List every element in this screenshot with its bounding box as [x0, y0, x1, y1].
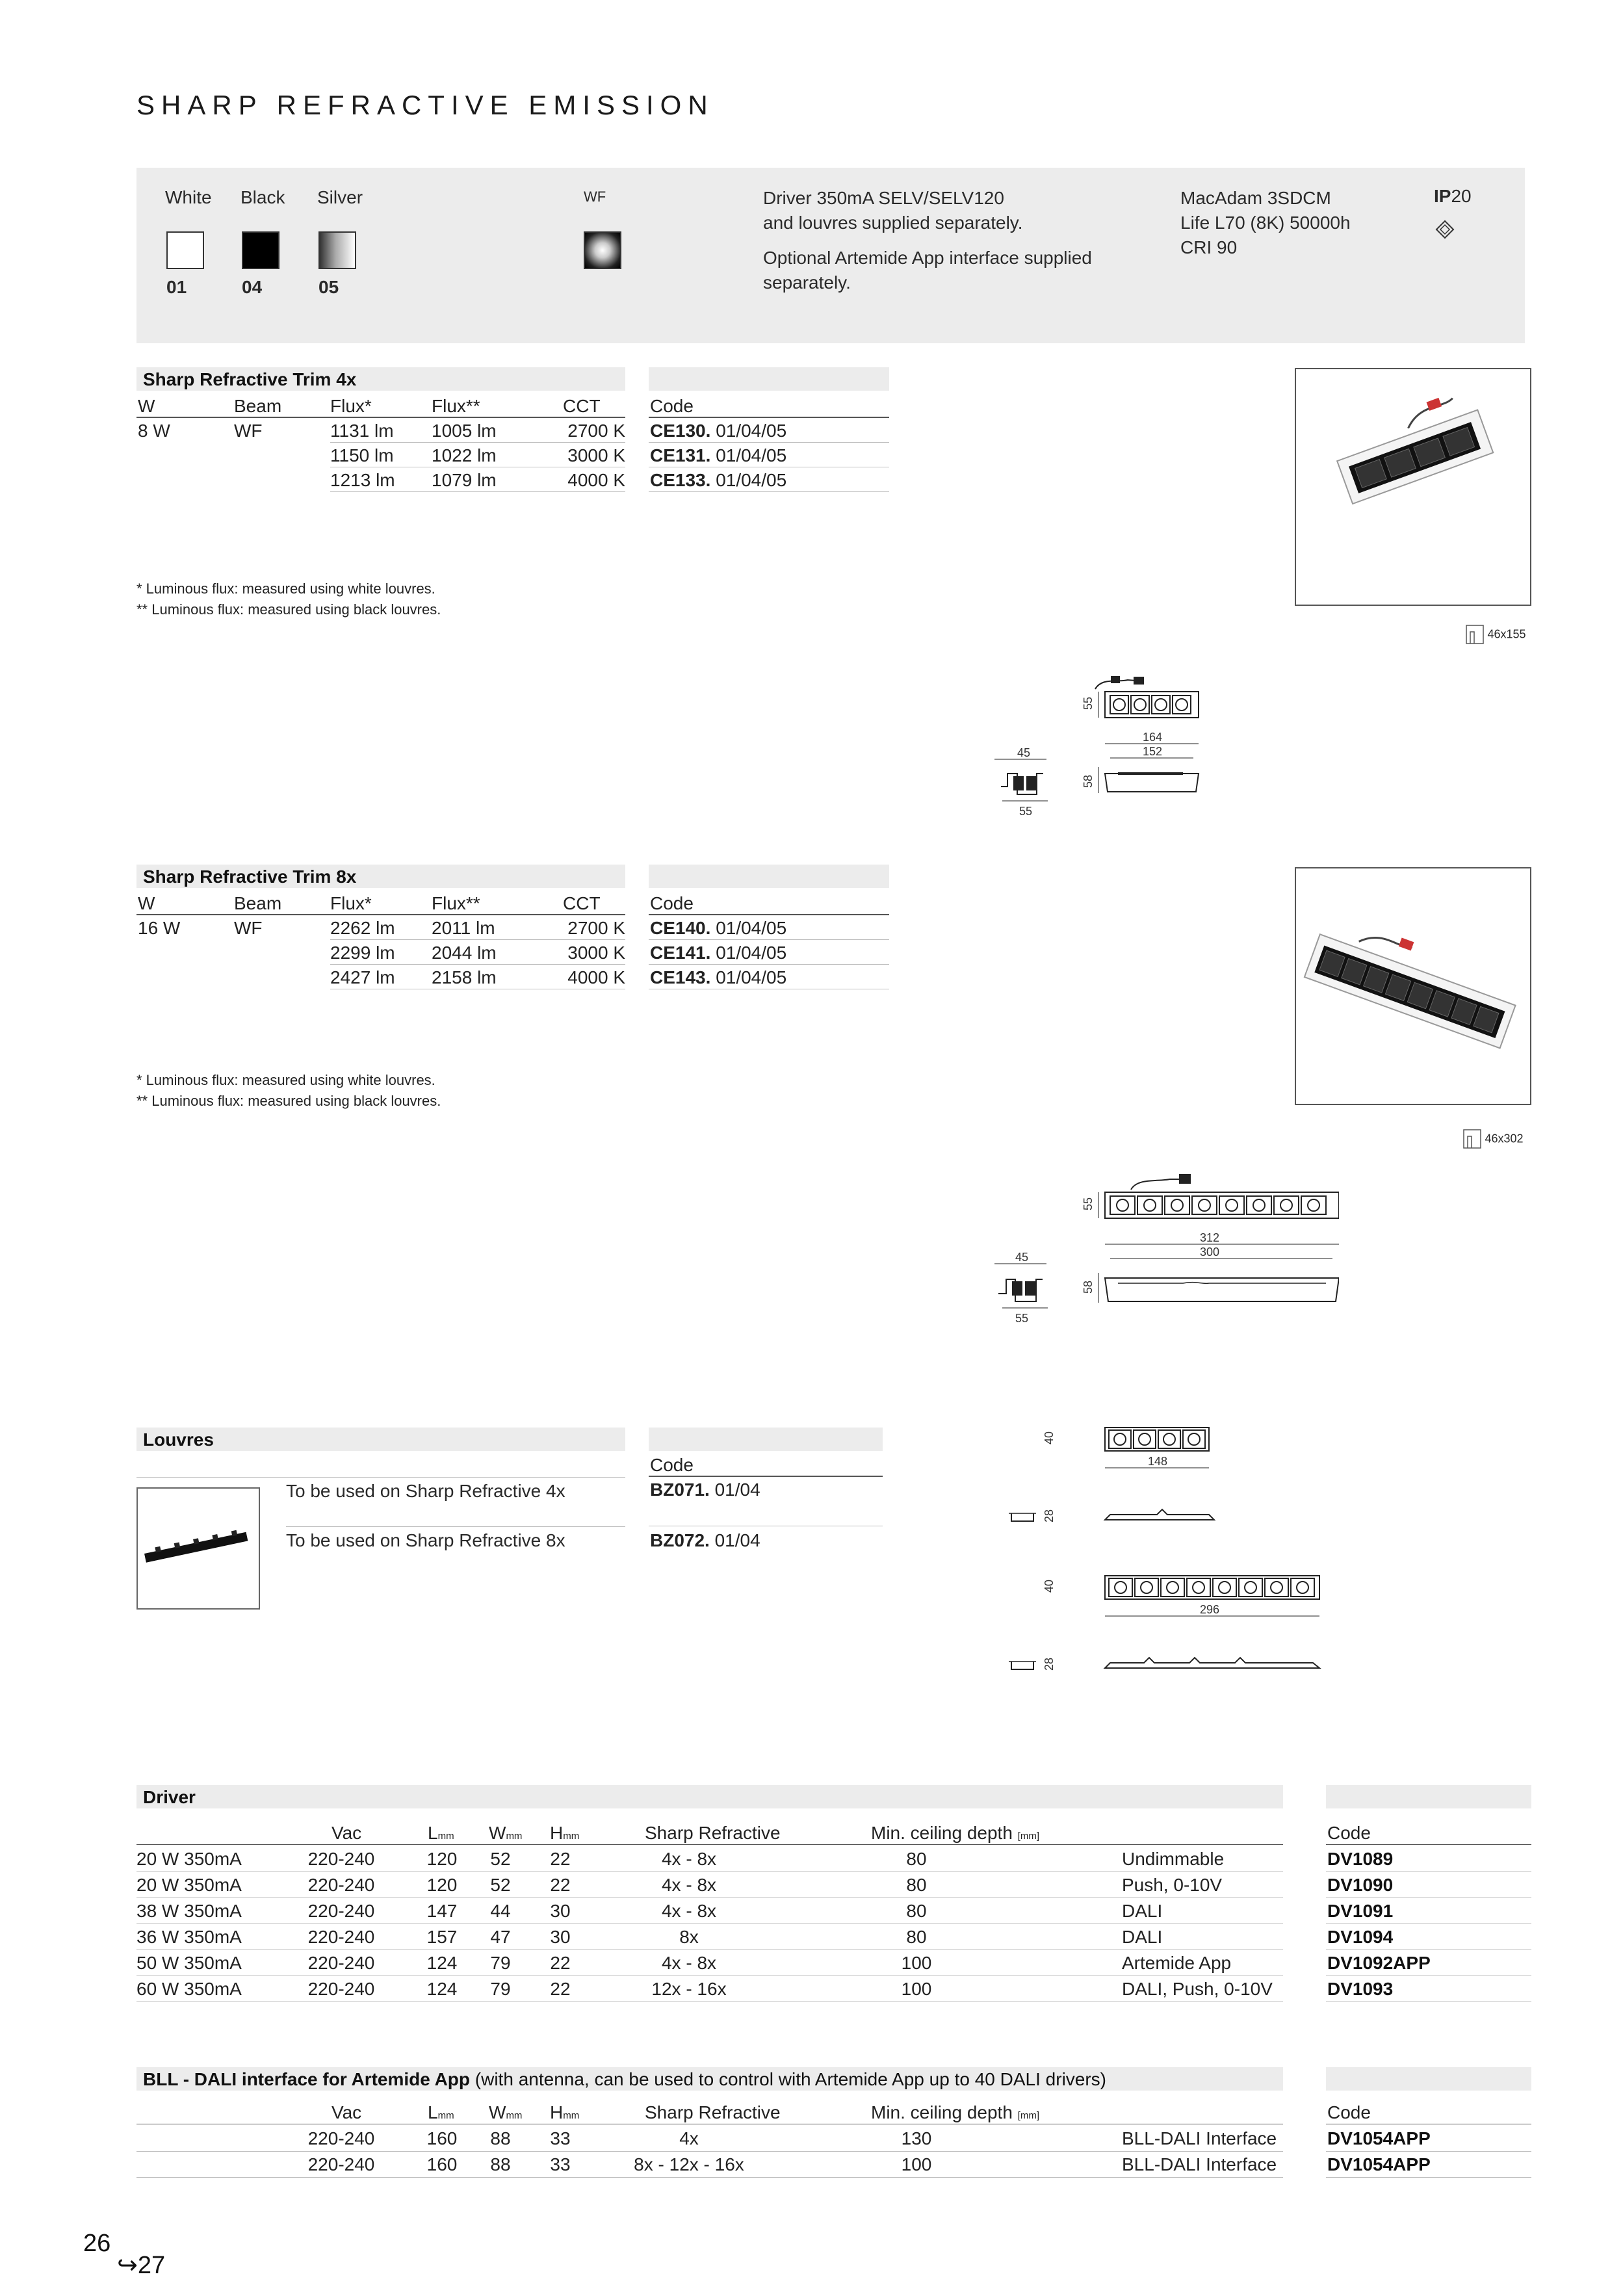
black-swatch — [242, 231, 279, 269]
cell-w: 44 — [490, 1901, 511, 1921]
next-page-link[interactable]: ↪27 — [117, 2252, 166, 2279]
cell-l: 120 — [426, 1875, 458, 1895]
code-cell: DV1093 — [1326, 1976, 1531, 2002]
table-row: 1213 lm 1079 lm 4000 K — [330, 467, 625, 492]
trim8-table — [136, 891, 625, 995]
table-row: BZ071. 01/04 — [649, 1477, 883, 1526]
cell-w: 88 — [490, 2128, 511, 2148]
trim4-cutout: 46x155 — [1465, 624, 1526, 645]
cell-sharp: 12x - 16x — [651, 1979, 727, 1999]
diamond-class-icon — [1435, 220, 1455, 239]
cell-min: 80 — [906, 1875, 927, 1895]
driver-note: Driver 350mA SELV/SELV120 and louvres supplied separately. Optional Artemide App interface supplied separately. — [763, 188, 1092, 293]
table-row: CE133. 01/04/05 — [649, 467, 889, 492]
finish-label-black: Black — [240, 187, 285, 207]
cell-min: 100 — [901, 1953, 932, 1973]
table-row: 8 W WF 1131 lm 1005 lm 2700 K — [138, 421, 625, 441]
table-row: 1150 lm 1022 lm 3000 K — [330, 443, 625, 467]
svg-text:152: 152 — [1143, 745, 1163, 758]
table-header-row: Vac Lmm Wmm Hmm Sharp Refractive Min. ceiling depth [mm] — [136, 2100, 1283, 2124]
cell-sharp: 8x — [679, 1927, 699, 1947]
trim8-code-table: Code CE140. 01/04/05 CE141. 01/04/05 CE143. 01/04/05 — [649, 891, 889, 995]
ceiling-cutout-icon — [1465, 624, 1485, 645]
trim8-product-photo — [1295, 867, 1531, 1105]
trim8-title: Sharp Refractive Trim 8x — [136, 865, 625, 888]
cell-l: 160 — [426, 2154, 458, 2174]
driver-title: Driver — [136, 1785, 1283, 1808]
table-row: CE143. 01/04/05 — [649, 965, 889, 989]
cell-ctrl: BLL-DALI Interface — [1122, 2128, 1277, 2148]
trim4-notes: * Luminous flux: measured using white louvres. ** Luminous flux: measured using black louvres. — [136, 581, 441, 618]
svg-text:148: 148 — [1148, 1455, 1168, 1468]
cell-h: 22 — [550, 1979, 571, 1999]
cell-vac: 220-240 — [307, 1953, 375, 1973]
cell-h: 33 — [550, 2154, 571, 2174]
svg-text:312: 312 — [1200, 1231, 1220, 1244]
cell-h: 30 — [550, 1901, 571, 1921]
white-swatch — [166, 231, 204, 269]
code-cell: DV1054APP — [1326, 2152, 1531, 2178]
cell-w: 47 — [490, 1927, 511, 1947]
cell-ctrl: DALI — [1122, 1927, 1163, 1947]
trim8-notes: * Luminous flux: measured using white louvres. ** Luminous flux: measured using black louvres. — [136, 1072, 441, 1109]
table-row: BZ072. 01/04 — [650, 1530, 760, 1550]
product-info-box — [136, 168, 1525, 343]
table-header-row: Vac Lmm Wmm Hmm Sharp Refractive Min. ceiling depth [mm] — [136, 1820, 1283, 1845]
trim4-product-photo — [1295, 368, 1531, 606]
code-cell: DV1094 — [1326, 1924, 1531, 1950]
driver-code-bar — [1326, 1785, 1531, 1808]
table-row: CE130. 01/04/05 — [649, 418, 889, 443]
trim4-code-bar — [649, 367, 889, 391]
svg-text:40: 40 — [1043, 1431, 1056, 1444]
cell-sharp: 4x - 8x — [661, 1953, 717, 1973]
table-row — [136, 2126, 1283, 2152]
cell-ctrl: BLL-DALI Interface — [1122, 2154, 1277, 2174]
cell-l: 124 — [426, 1979, 458, 1999]
cell-name: 60 W 350mA — [136, 1979, 242, 1999]
trim8-technical-drawing — [988, 1174, 1339, 1369]
cell-ctrl: Undimmable — [1122, 1849, 1225, 1869]
beam-label: WF — [584, 189, 606, 205]
table-row — [136, 1846, 1283, 1872]
spec-list: MacAdam 3SDCM Life L70 (8K) 50000h CRI 90 — [1180, 188, 1351, 257]
cell-ctrl: Artemide App — [1122, 1953, 1232, 1973]
cell-h: 22 — [550, 1849, 571, 1869]
table-row: CE131. 01/04/05 — [649, 443, 889, 467]
cell-vac: 220-240 — [307, 2154, 375, 2174]
cell-l: 124 — [426, 1953, 458, 1973]
cell-name: 20 W 350mA — [136, 1875, 242, 1895]
svg-text:45: 45 — [1017, 746, 1031, 759]
cell-sharp: 4x - 8x — [661, 1901, 717, 1921]
cell-vac: 220-240 — [307, 1979, 375, 1999]
trim8-cutout: 46x302 — [1462, 1128, 1524, 1149]
bll-title: BLL - DALI interface for Artemide App (with antenna, can be used to control with Artemide App up to 40 DALI drivers) — [136, 2067, 1283, 2091]
bll-table — [136, 2100, 1283, 2126]
code-cell: DV1092APP — [1326, 1950, 1531, 1976]
cell-l: 147 — [426, 1901, 458, 1921]
cell-w: 88 — [490, 2154, 511, 2174]
louvre-desc-8x: To be used on Sharp Refractive 8x — [286, 1530, 565, 1550]
code-cell: DV1054APP — [1326, 2126, 1531, 2152]
cell-name: 38 W 350mA — [136, 1901, 242, 1921]
cell-w: 79 — [490, 1979, 511, 1999]
cell-vac: 220-240 — [307, 1927, 375, 1947]
trim4-technical-drawing — [988, 676, 1248, 858]
table-row — [136, 1898, 1283, 1924]
cell-vac: 220-240 — [307, 1849, 375, 1869]
cell-l: 160 — [426, 2128, 458, 2148]
cell-ctrl: DALI — [1122, 1901, 1163, 1921]
table-row — [136, 1872, 1283, 1898]
finish-code-white: 01 — [166, 277, 187, 297]
svg-text:28: 28 — [1043, 1509, 1056, 1522]
cell-vac: 220-240 — [307, 2128, 375, 2148]
louvre-desc-4x: To be used on Sharp Refractive 4x — [286, 1481, 565, 1501]
cell-sharp: 4x - 8x — [661, 1849, 717, 1869]
louvres-title: Louvres — [136, 1428, 625, 1451]
svg-text:55: 55 — [1082, 696, 1095, 710]
cell-h: 33 — [550, 2128, 571, 2148]
table-row: CE141. 01/04/05 — [649, 940, 889, 965]
cell-min: 130 — [901, 2128, 932, 2148]
louvres-code-bar — [649, 1428, 883, 1451]
cell-min: 100 — [901, 1979, 932, 1999]
louvres-code-table: Code BZ071. 01/04 BZ072. 01/04 — [649, 1452, 883, 1530]
table-row: 2427 lm 2158 lm 4000 K — [330, 965, 625, 989]
table-row — [136, 1976, 1283, 2002]
code-cell: DV1090 — [1326, 1872, 1531, 1898]
finish-code-silver: 05 — [318, 277, 339, 297]
driver-code-table: Code — [1326, 1820, 1531, 2009]
ceiling-cutout-icon — [1462, 1128, 1482, 1149]
trim4-code-table: Code CE130. 01/04/05 CE131. 01/04/05 CE133. 01/04/05 — [649, 393, 889, 497]
trim4-title: Sharp Refractive Trim 4x — [136, 367, 625, 391]
page-number: 26 — [83, 2230, 111, 2257]
cell-min: 100 — [901, 2154, 932, 2174]
cell-name: 20 W 350mA — [136, 1849, 242, 1869]
finish-code-black: 04 — [242, 277, 263, 297]
cell-sharp: 4x — [679, 2128, 699, 2148]
table-row — [136, 1924, 1283, 1950]
cell-min: 80 — [906, 1927, 927, 1947]
svg-text:40: 40 — [1043, 1579, 1056, 1593]
code-cell: DV1091 — [1326, 1898, 1531, 1924]
bll-code-table: Code — [1326, 2100, 1531, 2126]
table-header-row: W Beam Flux* Flux** CCT — [136, 393, 625, 418]
table-row — [136, 2152, 1283, 2178]
svg-text:55: 55 — [1082, 1197, 1095, 1210]
svg-text:58: 58 — [1082, 1280, 1095, 1294]
table-row: CE140. 01/04/05 — [649, 915, 889, 940]
svg-text:164: 164 — [1143, 731, 1163, 744]
svg-text:300: 300 — [1200, 1246, 1220, 1259]
cell-w: 52 — [490, 1875, 511, 1895]
svg-text:55: 55 — [1015, 1312, 1029, 1325]
svg-text:296: 296 — [1200, 1603, 1220, 1616]
curved-arrow-icon: ↪ — [117, 2252, 138, 2279]
cell-vac: 220-240 — [307, 1901, 375, 1921]
bll-code-bar — [1326, 2067, 1531, 2091]
cell-l: 157 — [426, 1927, 458, 1947]
cell-w: 79 — [490, 1953, 511, 1973]
finish-label-silver: Silver — [317, 187, 363, 207]
silver-swatch — [318, 231, 356, 269]
svg-text:58: 58 — [1082, 774, 1095, 788]
table-row — [136, 1950, 1283, 1976]
table-row: 2299 lm 2044 lm 3000 K — [330, 940, 625, 965]
code-cell: DV1089 — [1326, 1846, 1531, 1872]
cell-name: 50 W 350mA — [136, 1953, 242, 1973]
cell-sharp: 8x - 12x - 16x — [634, 2154, 744, 2174]
table-header-row: W Beam Flux* Flux** CCT — [136, 891, 625, 915]
cell-vac: 220-240 — [307, 1875, 375, 1895]
svg-text:45: 45 — [1015, 1251, 1029, 1264]
svg-text:28: 28 — [1043, 1657, 1056, 1671]
ip-rating: IP20 — [1434, 186, 1472, 206]
louvre-product-photo — [136, 1487, 260, 1610]
cell-ctrl: DALI, Push, 0-10V — [1122, 1979, 1273, 1999]
cell-l: 120 — [426, 1849, 458, 1869]
page-title: SHARP REFRACTIVE EMISSION — [136, 90, 714, 120]
trim8-code-bar — [649, 865, 889, 888]
cell-h: 30 — [550, 1927, 571, 1947]
trim4-table — [136, 393, 625, 497]
svg-text:55: 55 — [1019, 805, 1033, 818]
cell-min: 80 — [906, 1849, 927, 1869]
cell-name: 36 W 350mA — [136, 1927, 242, 1947]
louvres-technical-drawing — [1001, 1424, 1326, 1677]
cell-w: 52 — [490, 1849, 511, 1869]
wf-beam-icon — [584, 231, 621, 269]
table-row: 16 W WF 2262 lm 2011 lm 2700 K — [138, 918, 625, 938]
cell-sharp: 4x - 8x — [661, 1875, 717, 1895]
finish-label-white: White — [165, 187, 212, 207]
cell-ctrl: Push, 0-10V — [1122, 1875, 1223, 1895]
cell-min: 80 — [906, 1901, 927, 1921]
cell-h: 22 — [550, 1953, 571, 1973]
cell-h: 22 — [550, 1875, 571, 1895]
